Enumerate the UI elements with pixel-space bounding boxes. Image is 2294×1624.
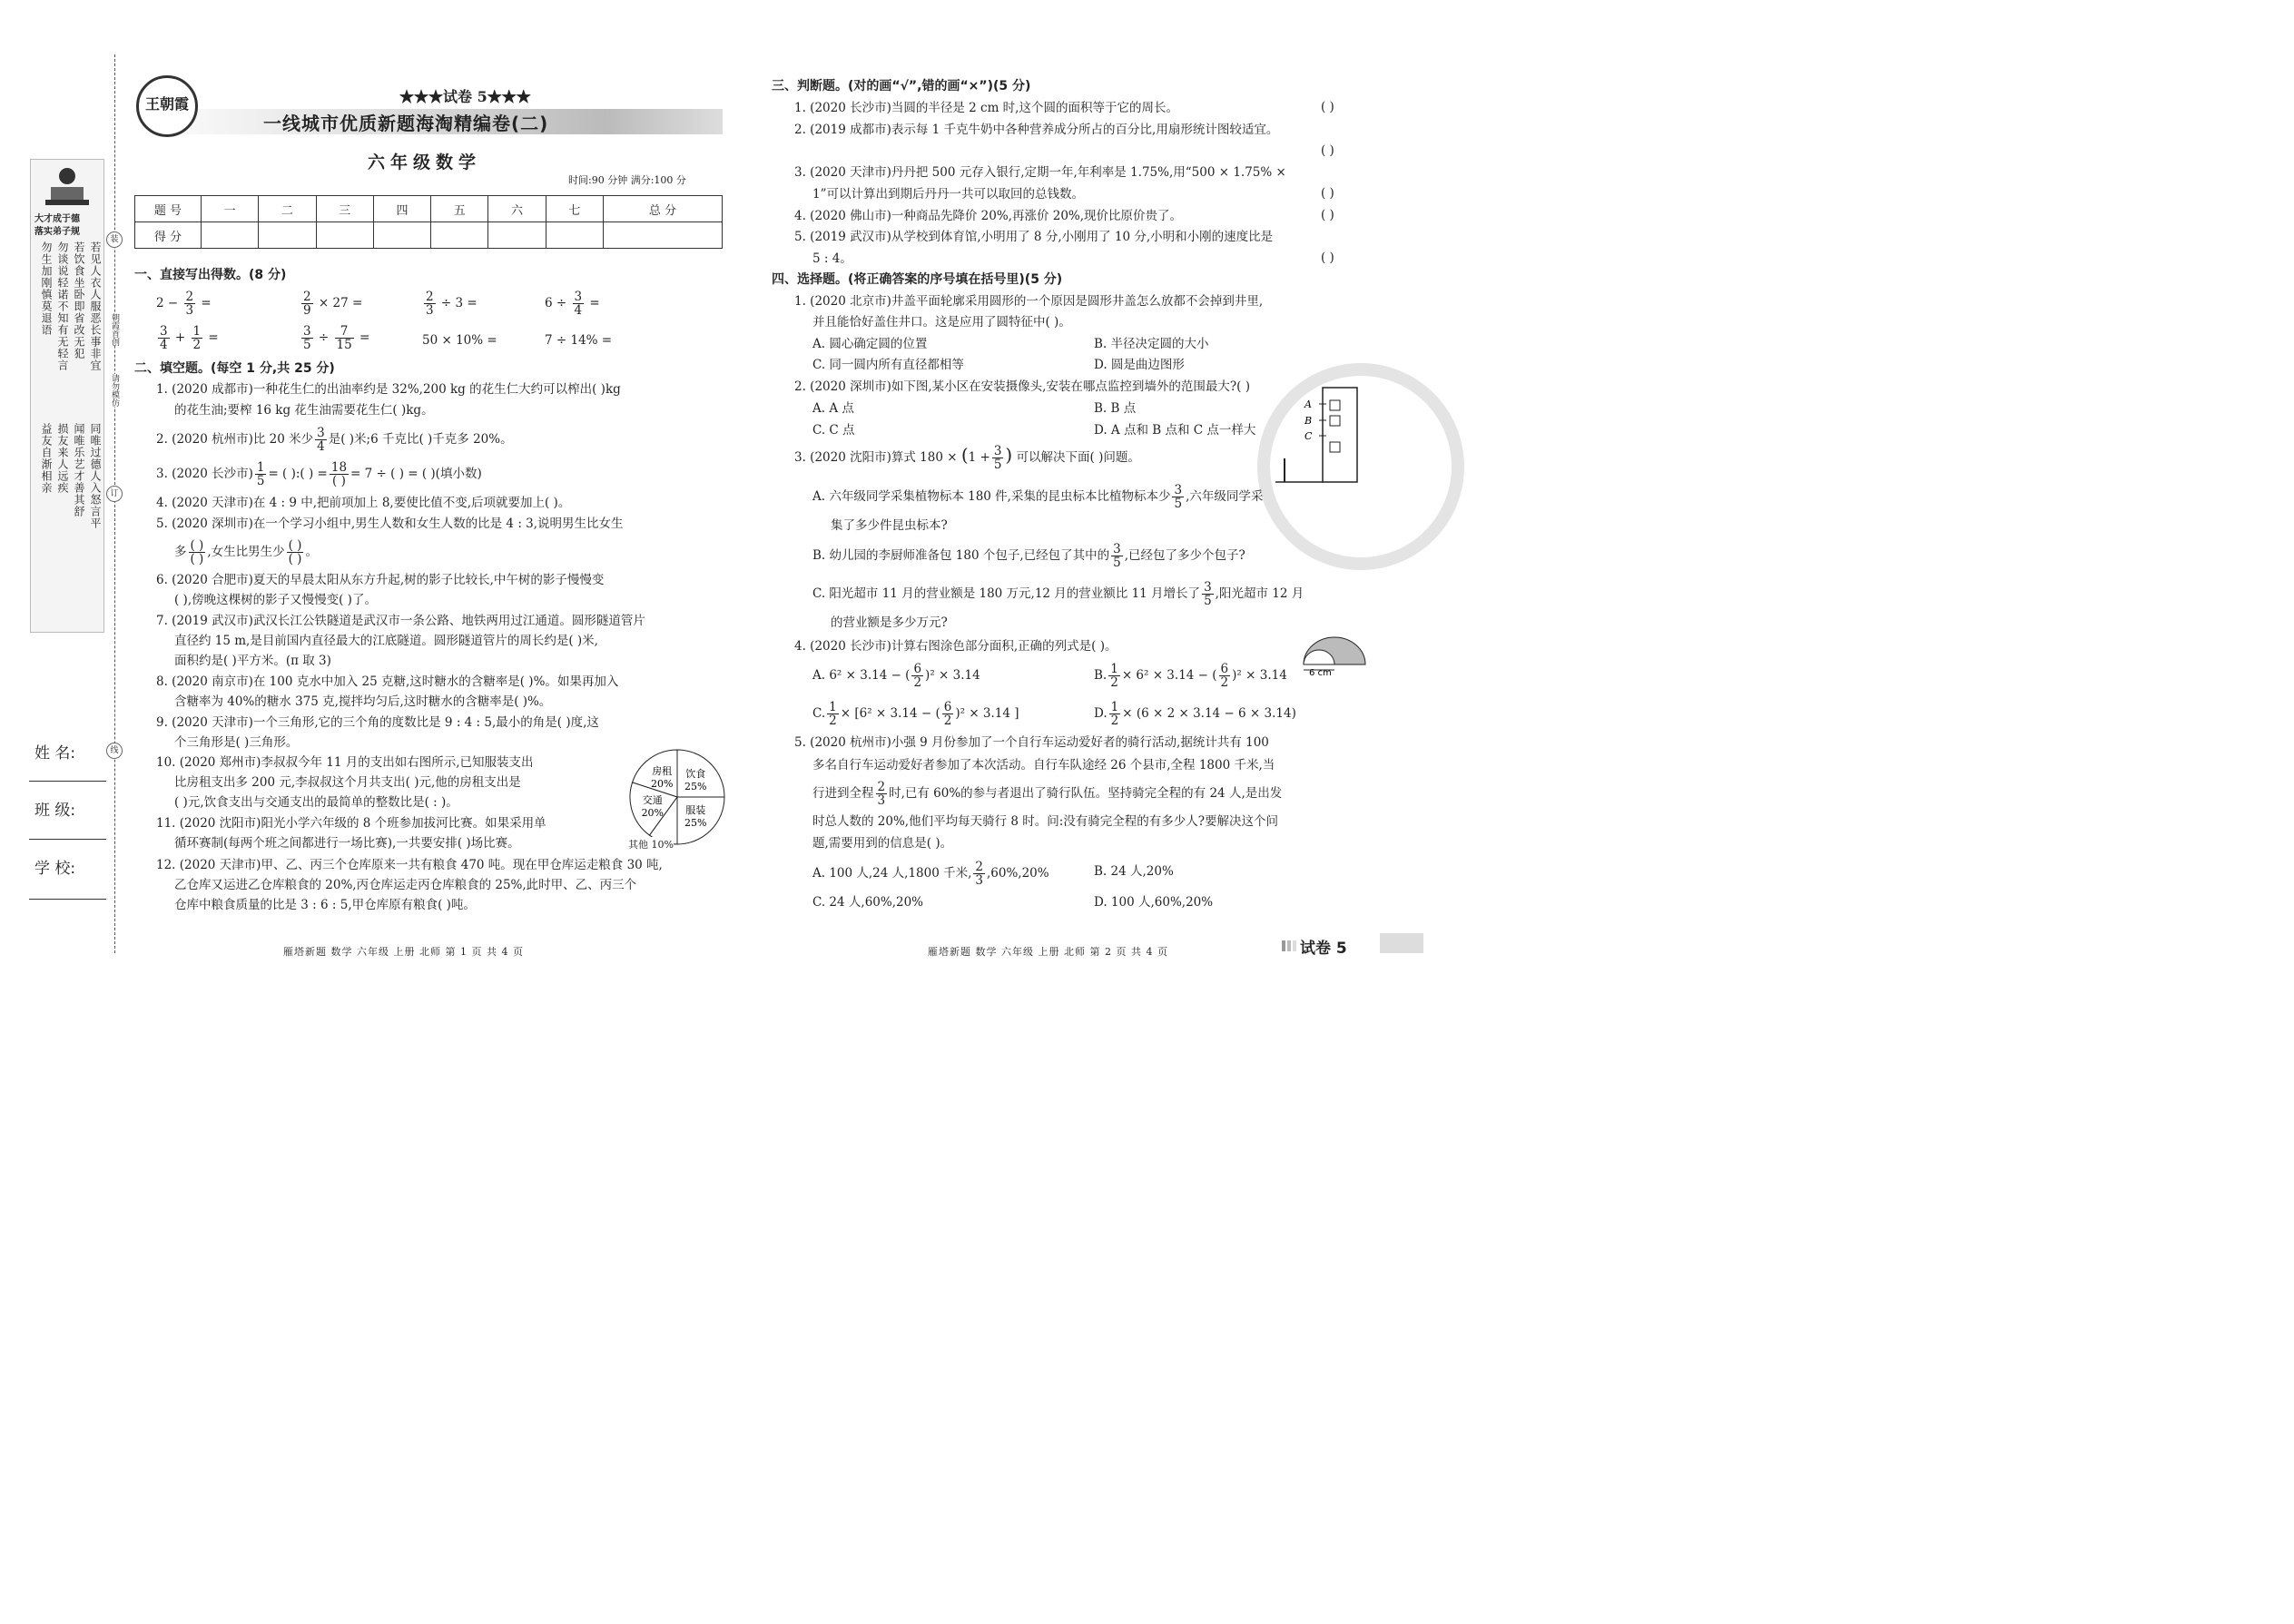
denominator: 9: [303, 303, 311, 318]
fraction: [1111, 543, 1123, 569]
table-row: [135, 196, 723, 222]
fraction: [192, 325, 203, 351]
logo: [136, 75, 198, 137]
question-text: [812, 781, 1282, 807]
text: B.: [1094, 668, 1108, 683]
fraction: [1109, 701, 1121, 727]
question-text: [156, 427, 513, 453]
denominator: 3: [975, 873, 983, 888]
school-field[interactable]: [29, 899, 106, 900]
footer-right: 雁塔新题 数学 六年级 上册 北师 第 2 页 共 4 页: [928, 946, 1168, 958]
calc-item: [156, 325, 219, 351]
tag-band: [1380, 933, 1423, 953]
text: =: [201, 296, 212, 310]
numerator: 2: [877, 780, 886, 794]
text: C.: [812, 706, 826, 721]
motto-title-2: 落实弟子规: [34, 227, 80, 237]
question-text: 5. (2019 武汉市)从学校到体育馆,小明用了 8 分,小刚用了 10 分,小明和小刚的速度比是: [794, 230, 1274, 244]
option[interactable]: D. A 点和 B 点和 C 点一样大: [1094, 423, 1256, 438]
denominator: 4: [317, 439, 325, 454]
text: ,六年级同学采: [1186, 489, 1264, 504]
question-text: 1. (2020 北京市)井盖平面轮廓采用圆形的一个原因是圆形井盖怎么放都不会掉到井里,: [794, 294, 1264, 309]
denominator: 2: [1110, 675, 1118, 690]
fraction: [1108, 663, 1120, 689]
option[interactable]: A. 6² × 3.14 − ( $\frac{6}{2}$ )² × 3.14: [812, 662, 980, 690]
fraction: [1172, 484, 1184, 510]
text: 可以解决下面( )问题。: [1016, 450, 1140, 465]
text: 3. (2020 长沙市): [156, 467, 253, 481]
denominator: 15: [336, 338, 352, 352]
text: A. 100 人,24 人,1800 千米,: [812, 866, 972, 881]
fraction: [424, 290, 436, 317]
option-text: 的营业额是多少万元?: [831, 615, 948, 630]
numerator: 1: [1110, 700, 1119, 714]
option[interactable]: B. 半径决定圆的大小: [1094, 337, 1209, 351]
table-cell: 题 号: [135, 196, 202, 222]
text: ,阳光超市 12 月: [1215, 586, 1305, 601]
fraction: [992, 445, 1004, 471]
text: A. 六年级同学采集植物标本 180 件,采集的昆虫标本比植物标本少: [812, 489, 1171, 504]
fraction: [301, 325, 313, 351]
class-field[interactable]: [29, 839, 106, 840]
text: =: [589, 296, 600, 310]
denominator: 2: [943, 714, 952, 728]
answer-blank[interactable]: ( ): [1321, 100, 1334, 114]
table-row: [135, 222, 723, 249]
table-cell: 六: [488, 196, 546, 222]
question-text: 个三角形是( )三角形。: [174, 735, 299, 750]
pie-slice-value: 20%: [641, 806, 665, 819]
question-text: 含糖率为 40%的糖水 375 克,搅拌均匀后,这时糖水的含糖率是( )%。: [174, 694, 552, 709]
fraction: [330, 461, 349, 487]
question-text: 4. (2020 佛山市)一种商品先降价 20%,再涨价 20%,现价比原价贵了。: [794, 209, 1183, 223]
question-text: 时总人数的 20%,他们平均每天骑行 8 时。问:没有骑完全程的有多少人?要解决这个问: [812, 814, 1279, 829]
text: ² × 3.14 ]: [960, 706, 1019, 721]
motto-column: 同唯过德人入怒言平: [89, 423, 102, 529]
question-text: 10. (2020 郑州市)李叔叔今年 11 月的支出如右图所示,已知服装支出: [156, 755, 534, 770]
fraction: [827, 701, 839, 727]
table-cell: 得 分: [135, 222, 202, 249]
cut-mark: 装: [106, 231, 123, 248]
pie-slice-value: 20%: [650, 777, 674, 790]
denominator: 2: [829, 714, 837, 728]
question-text: 2. (2019 成都市)表示每 1 千克牛奶中各种营养成分所占的百分比,用扇形统计图较适宜。: [794, 123, 1279, 137]
numerator: 3: [317, 426, 325, 440]
denominator: 2: [1220, 675, 1229, 690]
cut-line: [114, 54, 115, 953]
text: =: [208, 330, 219, 345]
question-text: 3. (2020 天津市)丹丹把 500 元存入银行,定期一年,年利率是 1.75%,用“500 × 1.75% ×: [794, 165, 1286, 180]
fraction: [1202, 581, 1214, 607]
section-heading: 一、直接写出得数。(8 分): [134, 268, 287, 282]
score-input[interactable]: [316, 222, 373, 249]
logo-text: 王朝霞: [144, 95, 189, 113]
fraction: [942, 701, 954, 727]
question-text: [156, 461, 482, 487]
school-label: 学 校:: [34, 860, 76, 878]
question-text: 多名自行车运动爱好者参加了本次活动。自行车队途经 26 个县市,全程 1800 千米,当: [812, 758, 1275, 773]
option[interactable]: [812, 581, 1304, 607]
denominator: 5: [1174, 497, 1183, 511]
score-table: [134, 195, 723, 249]
question-text: 乙仓库又运进乙仓库粮食的 20%,丙仓库运走丙仓库粮食的 25%,此时甲、乙、丙三个: [174, 878, 637, 892]
fraction: [911, 663, 923, 689]
numerator: 3: [1174, 483, 1183, 497]
numerator: 2: [975, 860, 983, 874]
score-input[interactable]: [373, 222, 430, 249]
calc-item: [545, 290, 600, 317]
semicircle-figure: [1300, 635, 1373, 675]
question-text: 1. (2020 长沙市)当圆的半径是 2 cm 时,这个圆的面积等于它的周长。: [794, 101, 1178, 115]
fraction: [255, 461, 267, 487]
pie-slice-label: 服装: [685, 804, 706, 817]
pie-slice-label: 交通: [642, 793, 663, 806]
text: × 6² × 3.14 −: [1121, 668, 1208, 683]
subject-title: 六年级数学: [368, 153, 482, 172]
question-text: 11. (2020 沈阳市)阳光小学六年级的 8 个班参加拔河比赛。如果采用单: [156, 816, 546, 831]
name-label: 姓 名:: [34, 744, 76, 763]
denominator: 2: [1110, 714, 1119, 728]
denominator: 4: [574, 303, 583, 318]
pie-slice-value: 25%: [684, 817, 707, 830]
numerator: 6: [913, 662, 922, 676]
numerator: 2: [185, 290, 194, 304]
fraction: [573, 290, 585, 317]
option-text: 集了多少件昆虫标本?: [831, 518, 948, 533]
fraction: [876, 781, 888, 807]
text: ,60%,20%: [986, 866, 1049, 881]
fraction: [184, 290, 196, 317]
numerator: 2: [303, 290, 311, 304]
numerator: 7: [335, 325, 354, 339]
side-label: 朝霞首创: [104, 313, 121, 346]
text: 多: [174, 545, 187, 559]
numerator: ( ): [190, 538, 204, 553]
table-cell: 五: [431, 196, 488, 222]
denominator: 2: [913, 675, 922, 690]
numerator: 6: [1220, 662, 1229, 676]
motto-column: 损友来人远疾: [56, 423, 69, 494]
option[interactable]: B. B 点: [1094, 401, 1137, 416]
pie-slice-label: 饮食: [685, 767, 706, 780]
name-field[interactable]: [29, 781, 106, 782]
text: 6 ÷: [545, 296, 567, 310]
option[interactable]: C. $\frac{1}{2}$ × [6² × 3.14 − ( $\frac{6}{2}$ )² × 3.14 ]: [812, 700, 1019, 728]
calc-item: 50 × 10% =: [422, 333, 497, 348]
fraction: [335, 325, 354, 351]
question-text: 4. (2020 天津市)在 4 : 9 中,把前项加上 8,要使比值不变,后项就要加上( )。: [156, 496, 571, 510]
text: C. 阳光超市 11 月的营业额是 180 万元,12 月的营业额比 11 月增长了: [812, 586, 1201, 601]
question-text: ( )元,饮食支出与交通支出的最简单的整数比是( : )。: [174, 795, 458, 810]
bracket: (: [960, 444, 969, 466]
point-label: B: [1305, 415, 1313, 427]
section-heading: 三、判断题。(对的画“√”,错的画“×”)(5 分): [772, 79, 1031, 94]
table-cell: 总 分: [603, 196, 722, 222]
numerator: 3: [574, 290, 583, 304]
option[interactable]: D. 圆是曲边图形: [1094, 358, 1185, 372]
exam-tag: 试卷 5: [1300, 940, 1347, 958]
option[interactable]: [812, 543, 1245, 569]
motto-column: 勿生加刚慎莫退语: [40, 241, 53, 336]
fraction: [158, 325, 170, 351]
question-text: 9. (2020 天津市)一个三角形,它的三个角的度数比是 9 : 4 : 5,最小的角是( )度,这: [156, 715, 599, 730]
motto-column: 勿谈说轻诺不知有无轻言: [56, 241, 69, 371]
question-text: 2. (2020 深圳市)如下图,某小区在安装摄像头,安装在哪点监控到墙外的范围最大?( ): [794, 379, 1250, 394]
calc-item: [156, 290, 212, 317]
question-text: 4. (2020 长沙市)计算右图涂色部分面积,正确的列式是( )。: [794, 639, 1117, 654]
exam-number: ★★★试卷 5★★★: [399, 88, 531, 105]
option[interactable]: B. $\frac{1}{2}$ × 6² × 3.14 − ( $\frac{6}{2}$ )² × 3.14: [1094, 662, 1287, 690]
table-cell: 七: [546, 196, 603, 222]
class-label: 班 级:: [34, 802, 76, 820]
denominator: 4: [160, 338, 168, 352]
calc-item: 7 ÷ 14% =: [545, 333, 613, 348]
question-text: 循环赛制(每两个班之间都进行一场比赛),一共要安排( )场比赛。: [174, 836, 520, 851]
numerator: 3: [303, 324, 311, 339]
text: 。: [305, 545, 318, 559]
numerator: 2: [426, 290, 434, 304]
text: =: [359, 330, 370, 345]
question-text: 6. (2020 合肥市)夏天的早晨太阳从东方升起,树的影子比较长,中午树的影子慢慢变: [156, 573, 605, 587]
numerator: 1: [192, 324, 202, 339]
text: 时,已有 60%的参与者退出了骑行队伍。坚持骑完全程的有 24 人,是出发: [889, 786, 1283, 801]
option[interactable]: [812, 861, 1049, 887]
question-text: 5. (2020 深圳市)在一个学习小组中,男生人数和女生人数的比是 4 : 3,说明男生比女生: [156, 517, 624, 531]
numerator: 3: [1204, 580, 1212, 595]
motto-column: 益友自渐相亲: [40, 423, 53, 494]
score-input[interactable]: [259, 222, 316, 249]
text: = ( ):( ) =: [268, 467, 328, 481]
denominator: 5: [303, 338, 311, 352]
side-label: 请勿模仿: [104, 374, 121, 407]
denominator: 5: [256, 474, 265, 488]
text: ² × 3.14: [930, 668, 980, 683]
numerator: 1: [256, 460, 265, 475]
numerator: 3: [1113, 542, 1121, 556]
question-text: 仓库中粮食质量的比是 3 : 6 : 5,甲仓库原有粮食( )吨。: [174, 898, 476, 912]
table-cell: 二: [259, 196, 316, 222]
figure-label: 6 cm: [1309, 668, 1332, 675]
motto-panel: [30, 159, 104, 633]
scholar-illustration-icon: [42, 163, 93, 209]
exam-meta: 时间:90 分钟 满分:100 分: [568, 174, 686, 186]
point-label: C: [1305, 430, 1313, 442]
question-text: 题,需要用到的信息是( )。: [812, 836, 953, 851]
score-input[interactable]: [431, 222, 488, 249]
numerator: 1: [1110, 662, 1118, 676]
fraction: [1219, 663, 1231, 689]
point-label: A: [1305, 399, 1312, 410]
option[interactable]: C. 同一圆内所有直径都相等: [812, 358, 964, 372]
text: A. 6² × 3.14 −: [812, 668, 901, 683]
denominator: 3: [877, 793, 886, 808]
question-text: 并且能恰好盖住井口。这是应用了圆特征中( )。: [812, 315, 1071, 330]
answer-blank[interactable]: ( ): [1321, 251, 1334, 265]
text: 1 +: [968, 450, 990, 465]
option[interactable]: [1094, 701, 1296, 727]
motto-column: 若饮食坐卧即省改无犯: [73, 241, 85, 359]
denominator: 5: [1204, 594, 1212, 608]
text: ,女生比男生少: [207, 545, 285, 559]
score-input[interactable]: [546, 222, 603, 249]
score-input[interactable]: [603, 222, 722, 249]
text: 3. (2020 沈阳市)算式 180 ×: [794, 450, 958, 465]
text: ÷: [318, 330, 330, 345]
text: × (6 × 2 × 3.14 − 6 × 3.14): [1122, 706, 1296, 721]
motto-title-1: 大才成于德: [34, 214, 80, 224]
answer-blank[interactable]: ( ): [1321, 186, 1334, 201]
footer-left: 雁塔新题 数学 六年级 上册 北师 第 1 页 共 4 页: [283, 946, 524, 958]
answer-blank[interactable]: ( ): [1321, 208, 1334, 222]
numerator: 18: [330, 460, 348, 475]
denominator: 3: [426, 303, 434, 318]
numerator: 6: [943, 700, 952, 714]
table-cell: 一: [202, 196, 259, 222]
question-text: 面积约是( )平方米。(π 取 3): [174, 654, 331, 668]
denominator: 3: [185, 303, 194, 318]
option[interactable]: A. 圆心确定圆的位置: [812, 337, 928, 351]
denominator: 2: [192, 338, 202, 352]
tag-decoration: [1282, 940, 1296, 951]
calc-item: [300, 290, 362, 317]
text: 是( )米;6 千克比( )千克多 20%。: [328, 432, 513, 447]
option[interactable]: B. 24 人,20%: [1094, 864, 1174, 879]
fraction: [301, 290, 313, 317]
question-text: [794, 445, 1140, 471]
question-text: 7. (2019 武汉市)武汉长江公铁隧道是武汉市一条公路、地铁两用过江通道。圆形隧道管片: [156, 614, 645, 628]
fraction: [189, 539, 206, 566]
pie-annotation: 其他 10%: [628, 839, 674, 851]
option[interactable]: C. C 点: [812, 423, 855, 438]
page-title: 一线城市优质新题海淘精编卷(二): [263, 113, 549, 134]
text: 行进到全程: [812, 786, 874, 801]
denominator: ( ): [288, 552, 302, 566]
text: × 27 =: [318, 296, 363, 310]
question-text: 直径约 15 m,是目前国内直径最大的江底隧道。圆形隧道管片的周长约是( )米,: [174, 634, 598, 648]
question-text: 12. (2020 天津市)甲、乙、丙三个仓库原来一共有粮食 470 吨。现在甲仓库运走粮食 30 吨,: [156, 858, 663, 872]
calc-item: [300, 325, 369, 351]
text: = 7 ÷ ( ) = ( )(填小数): [350, 467, 482, 481]
option[interactable]: D. 100 人,60%,20%: [1094, 895, 1214, 910]
section-heading: 二、填空题。(每空 1 分,共 25 分): [134, 361, 335, 376]
question-text: 的花生油;要榨 16 kg 花生油需要花生仁( )kg。: [174, 403, 434, 418]
motto-column: 闻唯乐艺才善其舒: [73, 423, 85, 517]
option[interactable]: [812, 484, 1263, 510]
numerator: 3: [993, 444, 1002, 458]
question-text: 1. (2020 成都市)一种花生仁的出油率约是 32%,200 kg 的花生仁大约可以榨出( )kg: [156, 382, 621, 397]
question-text: 比房租支出多 200 元,李叔叔这个月共支出( )元,他的房租支出是: [174, 775, 521, 790]
score-input[interactable]: [202, 222, 259, 249]
text: 2 −: [156, 296, 179, 310]
text: D.: [1094, 706, 1108, 721]
fraction: [315, 427, 327, 453]
calc-item: [422, 290, 478, 317]
text: +: [174, 330, 186, 345]
numerator: ( ): [288, 538, 302, 553]
question-text: [174, 539, 318, 566]
text: B. 幼儿园的李厨师准备包 180 个包子,已经包了其中的: [812, 548, 1110, 563]
pie-slice-value: 25%: [684, 780, 707, 792]
option[interactable]: A. A 点: [812, 401, 854, 416]
cut-mark: 订: [106, 486, 123, 502]
text: ÷ 3 =: [440, 296, 478, 310]
question-text: 5 : 4。: [812, 251, 852, 266]
question-text: 1”可以计算出到期后丹丹一共可以取回的总钱数。: [812, 187, 1084, 202]
motto-column: 若见人衣人服恶长事非宜: [89, 241, 102, 371]
text: ,已经包了多少个包子?: [1124, 548, 1245, 563]
cut-mark: 线: [106, 743, 123, 759]
question-text: 5. (2020 杭州市)小强 9 月份参加了一个自行车运动爱好者的骑行活动,据统计共有 100: [794, 735, 1269, 750]
numerator: 1: [829, 700, 837, 714]
score-input[interactable]: [488, 222, 546, 249]
answer-blank[interactable]: ( ): [1321, 143, 1334, 158]
denominator: ( ): [190, 552, 204, 566]
denominator: 5: [1113, 556, 1121, 570]
denominator: ( ): [332, 474, 346, 488]
text: × [6² × 3.14 −: [840, 706, 932, 721]
question-text: ( ),傍晚这棵树的影子又慢慢变( )了。: [174, 593, 377, 607]
text: ² × 3.14: [1236, 668, 1287, 683]
table-cell: 四: [373, 196, 430, 222]
pie-slice-label: 房租: [652, 764, 673, 777]
fraction: [973, 861, 985, 887]
denominator: 5: [993, 458, 1002, 472]
table-cell: 三: [316, 196, 373, 222]
text: 2. (2020 杭州市)比 20 米少: [156, 432, 314, 447]
option[interactable]: C. 24 人,60%,20%: [812, 895, 923, 910]
fraction: [287, 539, 304, 566]
numerator: 3: [160, 324, 168, 339]
section-heading: 四、选择题。(将正确答案的序号填在括号里)(5 分): [772, 272, 1063, 287]
question-text: 8. (2020 南京市)在 100 克水中加入 25 克糖,这时糖水的含糖率是( )%。如果再加入: [156, 674, 619, 689]
building-figure: [1275, 386, 1362, 486]
bracket: ): [1005, 444, 1013, 466]
